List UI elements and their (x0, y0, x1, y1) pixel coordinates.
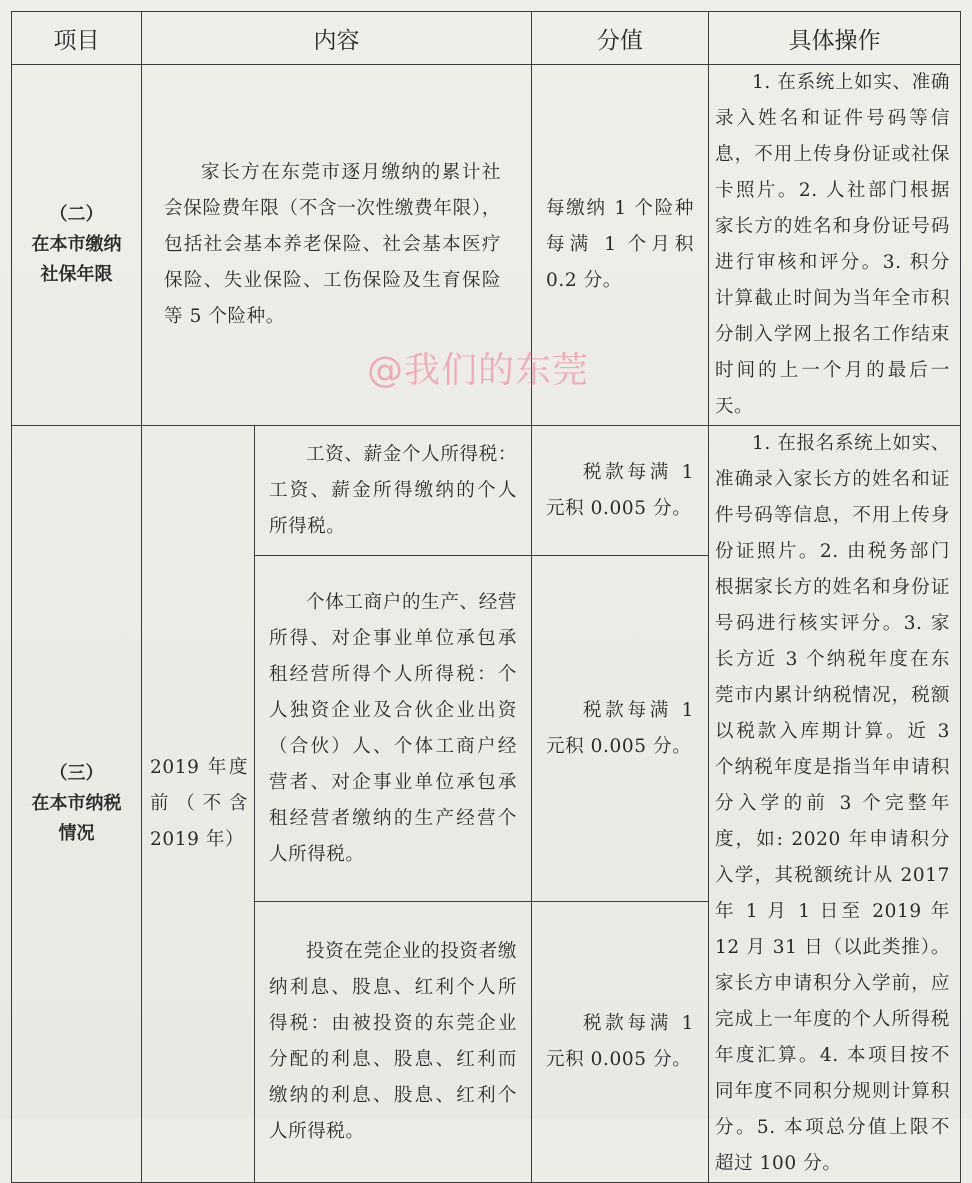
header-content: 内容 (142, 12, 532, 65)
table-row (12, 65, 961, 426)
score-cell: 税款每满 1 元积 0.005 分。 (532, 902, 709, 1183)
table-header-row (12, 12, 961, 65)
category-cell: （三） 在本市纳税 情况 (12, 426, 142, 1183)
score-cell: 税款每满 1 元积 0.005 分。 (532, 426, 709, 556)
points-table (11, 11, 961, 1183)
table-row (12, 426, 961, 556)
operation-cell: 1. 在系统上如实、准确录入姓名和证件号码等信息，不用上传身份证或社保卡照片。2. 人社部门根据家长方的姓名和身份证号码进行审核和评分。3. 积分计算截止时间为当年全市积分制入学网上报名工作结束时间的上一个月的最后一天。 (709, 65, 961, 426)
content-cell: 个体工商户的生产、经营所得、对企事业单位承包承租经营所得个人所得税：个人独资企业及合伙企业出资（合伙）人、个体工商户经营者、对企事业单位承包承租经营者缴纳的生产经营个人所得税。 (255, 556, 532, 902)
header-score: 分值 (532, 12, 709, 65)
category-cell: （二） 在本市缴纳 社保年限 (12, 65, 142, 426)
watermark: @我们的东莞 (367, 350, 590, 391)
content-cell: 投资在莞企业的投资者缴纳利息、股息、红利个人所得税：由被投资的东莞企业分配的利息、股息、红利而缴纳的利息、股息、红利个人所得税。 (255, 902, 532, 1183)
score-cell: 税款每满 1 元积 0.005 分。 (532, 556, 709, 902)
header-operation: 具体操作 (709, 12, 961, 65)
content-cell: 家长方在东莞市逐月缴纳的累计社会保险费年限（不含一次性缴费年限），包括社会基本养老保险、社会基本医疗保险、失业保险、工伤保险及生育保险等 5 个险种。 (142, 65, 532, 426)
score-cell: 每缴纳 1 个险种每满 1 个月积 0.2 分。 (532, 65, 709, 426)
operation-cell: 1. 在报名系统上如实、准确录入家长方的姓名和证件号码等信息，不用上传身份证照片。2. 由税务部门根据家长方的姓名和身份证号码进行核实评分。3. 家长方近 3 个纳税年度在东莞市内累计纳税情况，税额以税款入库期计算。近 3 个纳税年度是指当年申请积分入学的前 3 个完整年度，如: 2020 年申请积分入学，其税额统计从 2017 年 1 月 1 日至 2019 年 12 月 31 日（以此类推）。家长方申请积分入学前，应完成上一年度的个人所得税年度汇算。4. 本项目按不同年度不同积分规则计算积分。5. 本项总分值上限不超过 100 分。 (709, 426, 961, 1183)
header-item: 项目 (12, 12, 142, 65)
content-cell: 工资、薪金个人所得税：工资、薪金所得缴纳的个人所得税。 (255, 426, 532, 556)
period-cell: 2019 年度前（不含 2019 年） (142, 426, 255, 1183)
